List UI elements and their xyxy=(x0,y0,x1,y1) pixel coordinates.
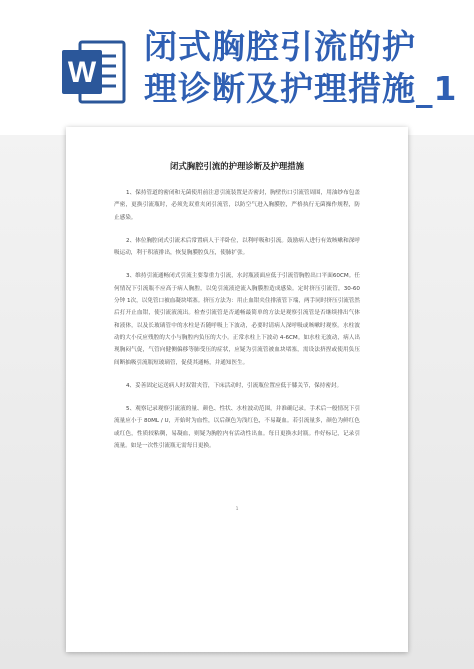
paragraph-1: 1、保持管道的密闭和无菌使用前注意引流装置是否密封，胸壁伤口引流管周围，用油纱布包盖严密，更换引流瓶时，必须先双重夹闭引流管，以防空气进入胸膜腔，严格执行无菌操作规程，防止感染。 xyxy=(114,190,360,221)
banner-title-line-1: 闭式胸腔引流的护 xyxy=(144,27,416,66)
word-icon-letter: W xyxy=(67,56,97,89)
paragraph-5: 5、观察记录观察引流液的量、颜色、性状、水柱波动范围，并准确记录。手术后一般情况下引流量应小于 80ML / U，开始时为血性，以后颜色为浅红色，不易凝血。若引流量多，颜色为鲜红色或红色，性质较粘稠，易凝血，则疑为胸腔内有活动性出血。每日更换水封瓶。作好标记，记录引流量。如是一次性引流瓶无需每日更换。 xyxy=(114,406,360,450)
paragraph-4: 4、妥善固定运送病人时双钳夹管，下床活动时，引流瓶位置应低于膝关节，保持密封。 xyxy=(126,382,343,389)
document-banner xyxy=(0,0,474,135)
banner-title xyxy=(144,26,466,110)
document-page xyxy=(66,127,408,652)
document-body xyxy=(114,187,360,463)
paragraph-3: 3、维持引流通畅闭式引流主要靠重力引流，水封瓶液面应低于引流管胸腔出口平面60CM。任何情况下引流瓶不应高于病人胸腔，以免引流液逆流入胸膜腔造成感染。定时挤压引流管，30-60 分钟 1次，以免管口被血凝块堵塞。挤压方法为：用止血钳夹住排液管下端，两手同时挤压引流管然后打开止血钳，使引流液流出。检查引流管是否通畅最简单的方法是观察引流管是否继续排出气体和液体，以及长玻璃管中的水柱是否随呼吸上下波动，必要时请病人深呼吸或咳嗽时观察。水柱波动的大小反应残腔的大小与胸腔内负压的大小。正常水柱上下波动 4-6CM。如水柱无波动，病人出现胸闷气促，气管向健侧偏移等肺受压的症状，应疑为引流管被血块堵塞，需设法挤捏或使用负压间断抽吸引流瓶短玻璃管，促使其通畅，并通知医生。 xyxy=(114,273,360,366)
paragraph-2: 2、体位胸腔闭式引流术后常置病人于半卧位，以利呼吸和引流。鼓励病人进行有效咳嗽和深呼吸运动，利于积液排出，恢复胸膜腔负压，使肺扩张。 xyxy=(114,237,360,257)
word-document-icon xyxy=(58,36,130,108)
document-title: 闭式胸腔引流的护理诊断及护理措施 xyxy=(170,161,304,171)
banner-title-line-2: 理诊断及护理措施_1 xyxy=(144,69,458,108)
page-number: 1 xyxy=(235,507,239,512)
